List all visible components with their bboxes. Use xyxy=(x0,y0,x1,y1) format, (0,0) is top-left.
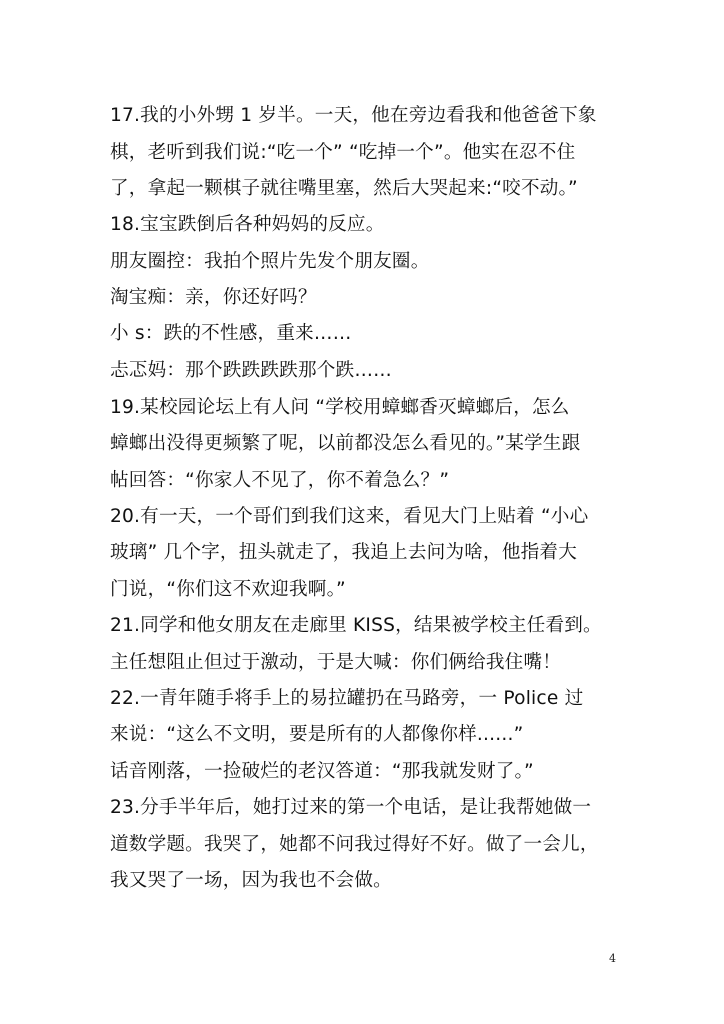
text-line: 话音刚落，一捡破烂的老汉答道：“那我就发财了。” xyxy=(110,761,534,782)
text-line: 主任想阻止但过于激动，于是大喊：你们俩给我住嘴！ xyxy=(110,652,562,673)
text-line: 蟑螂出没得更频繁了呢，以前都没怎么看见的。”某学生跟 xyxy=(110,433,581,454)
text-line: 23.分手半年后，她打过来的第一个电话，是让我帮她做一 xyxy=(110,797,592,818)
text-line: 帖回答：“你家人不见了，你不着急么？” xyxy=(110,470,450,491)
text-line: 17.我的小外甥 1 岁半。一天，他在旁边看我和他爸爸下象 xyxy=(110,105,597,126)
text-line: 了，拿起一颗棋子就往嘴里塞，然后大哭起来:“咬不动。” xyxy=(110,178,578,199)
text-line: 道数学题。我哭了，她都不问我过得好不好。做了一会儿， xyxy=(110,834,599,855)
text-line: 门说，“你们这不欢迎我啊。” xyxy=(110,579,346,600)
text-line: 棋，老听到我们说:“吃一个” “吃掉一个”。他实在忍不住 xyxy=(110,142,576,163)
text-line: 我又哭了一场，因为我也不会做。 xyxy=(110,870,392,891)
text-line: 淘宝痴：亲，你还好吗？ xyxy=(110,287,317,308)
text-line: 18.宝宝跌倒后各种妈妈的反应。 xyxy=(110,214,385,235)
text-line: 20.有一天，一个哥们到我们这来，看见大门上贴着 “小心 xyxy=(110,506,589,527)
page-number: 4 xyxy=(609,952,616,965)
text-line: 22.一青年随手将手上的易拉罐扔在马路旁，一 Police 过 xyxy=(110,688,584,709)
text-line: 19.某校园论坛上有人问 “学校用蟑螂香灭蟑螂后，怎么 xyxy=(110,397,570,418)
text-line: 忐忑妈：那个跌跌跌跌那个跌…… xyxy=(110,360,392,381)
text-line: 玻璃” 几个字，扭头就走了，我追上去问为啥，他指着大 xyxy=(110,542,577,563)
text-line: 小 s：跌的不性感，重来…… xyxy=(110,323,352,344)
text-line: 21.同学和他女朋友在走廊里 KISS，结果被学校主任看到。 xyxy=(110,615,602,636)
text-line: 来说：“这么不文明，要是所有的人都像你样......” xyxy=(110,724,524,745)
text-line: 朋友圈控：我拍个照片先发个朋友圈。 xyxy=(110,251,430,272)
